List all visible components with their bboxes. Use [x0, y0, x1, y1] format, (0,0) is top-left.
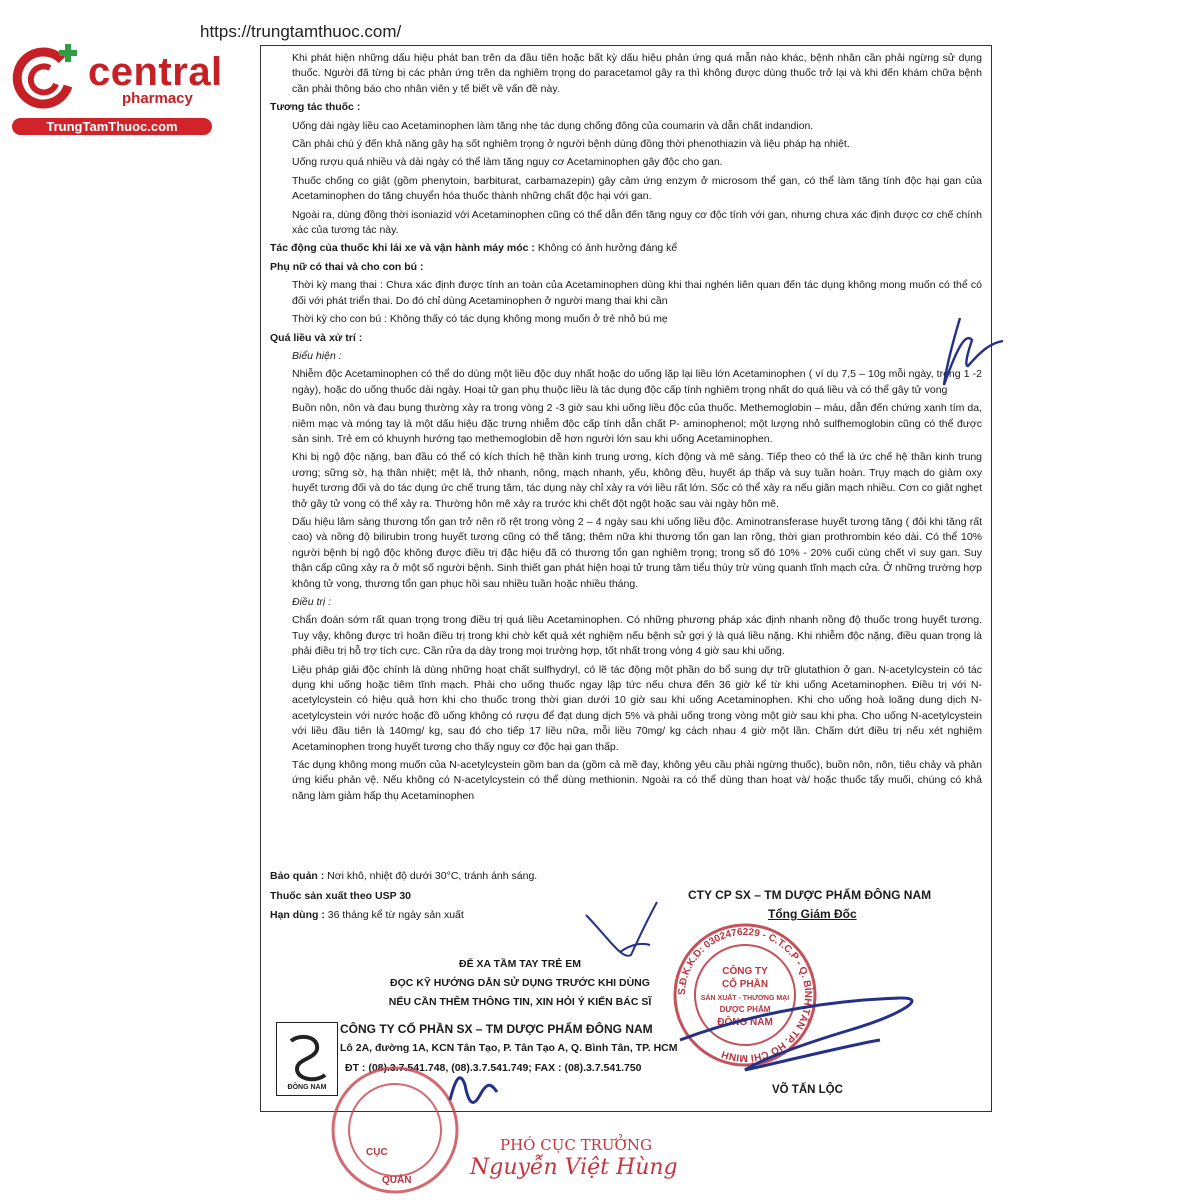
manufacturer-address: Lô 2A, đường 1A, KCN Tân Tạo, P. Tân Tạo A, Q. Bình Tân, TP. HCM [340, 1042, 678, 1054]
body-paragraph: Chẩn đoán sớm rất quan trọng trong điều trị quá liều Acetaminophen. Có những phương pháp xác định nhanh nồng độ thuốc trong huyết tương. Tuy vậy, không được trì hoãn điều trị trong khi chờ kết quả xét nghiệm nếu bệnh sử gợi ý là quá liều nặng. Khi nhiễm độc nặng, điều quan trọng là phải điều trị hỗ trợ tích cực. Cần rửa dạ dày trong mọi trường hợp, tốt nhất trong vòng 4 giờ sau khi uống. [292, 614, 982, 658]
seal-line: CÔNG TY [722, 966, 768, 977]
expiry-label: Hạn dùng : [270, 909, 325, 921]
body-paragraph: Khi bị ngộ độc nặng, ban đầu có thể có kích thích hệ thần kinh trung ương, kích động và mê sảng. Tiếp theo có thể là ức chế hệ thần kinh trung ương; sững sờ, hạ thân nhiệt; mệt lả, thở nhanh, nông, mạch nhanh, yếu, không đều, huyết áp thấp và suy tuần hoàn. Trụy mạch do giảm oxy huyết tương đối và do tác dụng ức chế trung tâm, tác dụng này chỉ xảy ra với liều rất lớn. Sốc có thể xảy ra nếu giãn mạch nhiều. Cơn co giật nghẹt thở gây tử vong có thể xảy ra. Thường hôn mê xảy ra trước khi chết đột ngột hoặc sau vài ngày hôn mê. [292, 451, 982, 510]
company-title: CTY CP SX – TM DƯỢC PHẨM ĐÔNG NAM [688, 888, 932, 902]
standard-line: Thuốc sản xuất theo USP 30 [270, 890, 412, 902]
director-title: Tổng Giám Đốc [768, 907, 857, 921]
seal-line: CỔ PHẦN [721, 979, 769, 990]
seal-line: SẢN XUẤT - THƯƠNG MẠI [700, 995, 790, 1002]
inline-heading-label: Tác động của thuốc khi lái xe và vận hành máy móc : [270, 242, 535, 255]
body-paragraph: Uống rượu quá nhiều và dài ngày có thể làm tăng nguy cơ Acetaminophen gây độc cho gan. [292, 156, 723, 169]
seal-line: DƯỢC PHẨM [719, 1005, 771, 1014]
body-paragraph: Thuốc chống co giật (gồm phenytoin, barbiturat, carbamazepin) gây cảm ứng enzym ở microsom thể gan, có thể làm tăng tính độc hại gan của Acetaminophen do tăng chuyển hóa thuốc thành những chất độc hại với gan. [292, 174, 982, 203]
central-pharmacy-logo [10, 38, 223, 138]
signer-name: VÕ TẤN LỘC [772, 1084, 843, 1096]
brand-bar: TrungTamThuoc.com [12, 118, 212, 135]
agency-seal-text: QUẢN [382, 1175, 412, 1186]
storage-line [270, 870, 537, 882]
expiry-text: 36 tháng kể từ ngày sản xuất [324, 909, 464, 921]
subsection-heading: Biểu hiện : [292, 349, 342, 362]
central-logo-icon [10, 38, 90, 118]
inline-heading-paragraph [270, 241, 982, 256]
warning-line: NẾU CẦN THÊM THÔNG TIN, XIN HỎI Ý KIẾN BÁC SĨ [388, 996, 652, 1008]
seal-line: ĐÔNG NAM [717, 1017, 773, 1028]
body-paragraph: Nhiễm độc Acetaminophen có thể do dùng một liều độc duy nhất hoặc do uống lặp lại liều lớn Acetaminophen ( ví dụ 7,5 – 10g mỗi ngày, trong 1 -2 ngày), hoặc do uống thuốc dài ngày. Hoại tử gan phụ thuộc liều là tác dụng độc cấp tính nghiêm trọng nhất do quá liều và có thể gây tử vong [292, 368, 982, 396]
body-paragraph: Dấu hiệu lâm sàng thương tổn gan trở nên rõ rệt trong vòng 2 – 4 ngày sau khi uống liều độc. Aminotransferase huyết tương tăng ( đôi khi tăng rất cao) và nồng độ bilirubin trong huyết tương cũng có thể tăng; thêm nữa khi thương tổn gan lan rộng, thời gian prothrombin kéo dài. Có thể 10% người bệnh bị ngộ độc không được điều trị đặc hiệu đã có thương tổn gan nghiêm trọng; trong số đó 10% - 20% cuối cùng chết vì suy gan. Suy thận cấp cũng xảy ra ở một số người bệnh. Sinh thiết gan phát hiện hoại tử trung tâm tiểu thùy trừ vùng quanh tĩnh mạch cửa. Ở những trường hợp không tử vong, thương tổn gan phục hồi sau nhiều tuần hoặc nhiều tháng. [292, 515, 982, 590]
body-paragraph: Liệu pháp giải độc chính là dùng những hoạt chất sulfhydryl, có lẽ tác động một phần do bổ sung dự trữ glutathion ở gan. N-acetylcystein có tác dụng khi uống hoặc tiêm tĩnh mạch. Phải cho uống thuốc ngay lập tức nếu chưa đến 36 giờ kể từ khi uống Acetaminophen. Điều trị với N-acetylcystein có hiệu quả hơn khi cho thuốc trong thời gian dưới 10 giờ sau khi uống Acetaminophen. Khi cho uống hoà loãng dung dịch N-acetylcystein với nước hoặc đồ uống không có rượu để đạt dung dịch 5% và phải uống trong vòng một giờ sau khi pha. Cho uống N-acetylcystein với liều đầu tiên là 140mg/ kg, sau đó cho tiếp 17 liều nữa, mỗi liều 70mg/ kg cách nhau 4 giờ một lần. Chấm dứt điều trị nếu xét nghiệm Acetaminophen trong huyết tương cho thấy nguy cơ độc hại gan thấp. [292, 663, 982, 753]
manufacturer-name: CÔNG TY CỔ PHẦN SX – TM DƯỢC PHẨM ĐÔNG NAM [340, 1022, 653, 1036]
agency-seal [320, 1055, 470, 1200]
section-heading: Tương tác thuốc : [270, 101, 361, 114]
leaflet-body [270, 51, 982, 807]
storage-text: Nơi khô, nhiệt độ dưới 30°C, tránh ánh sáng. [324, 870, 538, 882]
manufacturer-contact: ĐT : (08).3.7.541.748, (08).3.7.541.749; FAX : (08).3.7.541.750 [345, 1062, 642, 1074]
body-paragraph: Tác dụng không mong muốn của N-acetylcystein gồm ban da (gồm cả mề đay, không yêu cầu phải ngừng thuốc), buồn nôn, nôn, tiêu chảy và phản ứng kiểu phản vệ. Nếu không có N-acetylcystein có thể dùng methionin. Ngoài ra có thể dùng than hoạt và/ hoặc thuốc tẩy muối, chúng có khả năng làm giảm hấp thụ Acetaminophen [292, 759, 982, 802]
body-paragraph: Khi phát hiện những dấu hiệu phát ban trên da đầu tiên hoặc bất kỳ dấu hiệu phản ứng quá mẫn nào khác, bệnh nhân cần phải ngừng sử dụng thuốc. Người đã từng bị các phản ứng trên da nghiêm trọng do paracetamol gây ra thì không được dùng thuốc trở lại và khi đến khám chữa bệnh cần phải thông báo cho nhân viên y tế biết về vấn đề này. [292, 52, 982, 95]
deputy-name: Nguyễn Việt Hùng [470, 1155, 678, 1180]
body-paragraph: Thời kỳ mang thai : Chưa xác định được tính an toàn của Acetaminophen dùng khi thai nghén liên quan đến tác dụng không mong muốn có thể có đối với phát triển thai. Do đó chỉ dùng Acetaminophen ở người mang thai khi cần [292, 279, 982, 307]
warning-line: ĐỂ XA TẦM TAY TRẺ EM [459, 958, 581, 970]
expiry-line [270, 909, 464, 921]
section-heading: Phụ nữ có thai và cho con bú : [270, 260, 424, 273]
seal-outer-text: S.Đ.K.K.D: 0302476229 - C.T.C.P - Q. BÌNH TÂN TP. HỒ CHÍ MINH [676, 926, 814, 1064]
agency-seal-text: CỤC [366, 1147, 388, 1158]
brand-sub: pharmacy [122, 90, 193, 107]
body-paragraph: Ngoài ra, dùng đồng thời isoniazid với Acetaminophen cũng có thể dẫn đến tăng nguy cơ độc tính với gan, nhưng chưa xác định được cơ chế chính xác của tương tác này. [292, 208, 982, 237]
body-paragraph: Buồn nôn, nôn và đau bụng thường xảy ra trong vòng 2 -3 giờ sau khi uống liều độc của thuốc. Methemoglobin – máu, dẫn đến chứng xanh tím da, niêm mạc và móng tay là một dấu hiệu đặc trưng nhiễm độc cấp tính dẫn chất P- aminophenol; một lượng nhỏ sulfhemoglobin cũng có thể được sản sinh. Trẻ em có khuynh hướng tạo methemoglobin dễ hơn người lớn sau khi uống Acetaminophen. [292, 402, 982, 445]
company-seal [670, 920, 820, 1070]
deputy-title: PHÓ CỤC TRƯỞNG [500, 1136, 652, 1154]
warning-line: ĐỌC KỸ HƯỚNG DẪN SỬ DỤNG TRƯỚC KHI DÙNG [390, 977, 650, 989]
body-paragraph: Cần phải chú ý đến khả năng gây hạ sốt nghiêm trọng ở người bệnh dùng đồng thời phenothiazin và liệu pháp hạ nhiệt. [292, 138, 850, 151]
storage-label: Bảo quản : [270, 870, 325, 882]
source-url[interactable]: https://trungtamthuoc.com/ [200, 22, 402, 41]
brand-name: central [88, 50, 223, 94]
manufacturer-logo-text: ĐÔNG NAM [287, 1084, 327, 1091]
body-paragraph: Thời kỳ cho con bú : Không thấy có tác dụng không mong muốn ở trẻ nhỏ bú mẹ [292, 313, 668, 326]
body-paragraph: Uống dài ngày liều cao Acetaminophen làm tăng nhẹ tác dụng chống đông của coumarin và dẫn chất indandion. [292, 119, 814, 132]
subsection-heading: Điều trị : [292, 596, 332, 608]
inline-heading-text: Không có ảnh hưởng đáng kể [534, 242, 678, 255]
section-heading: Quá liều và xử trí : [270, 331, 363, 344]
warning-block [330, 955, 710, 1012]
